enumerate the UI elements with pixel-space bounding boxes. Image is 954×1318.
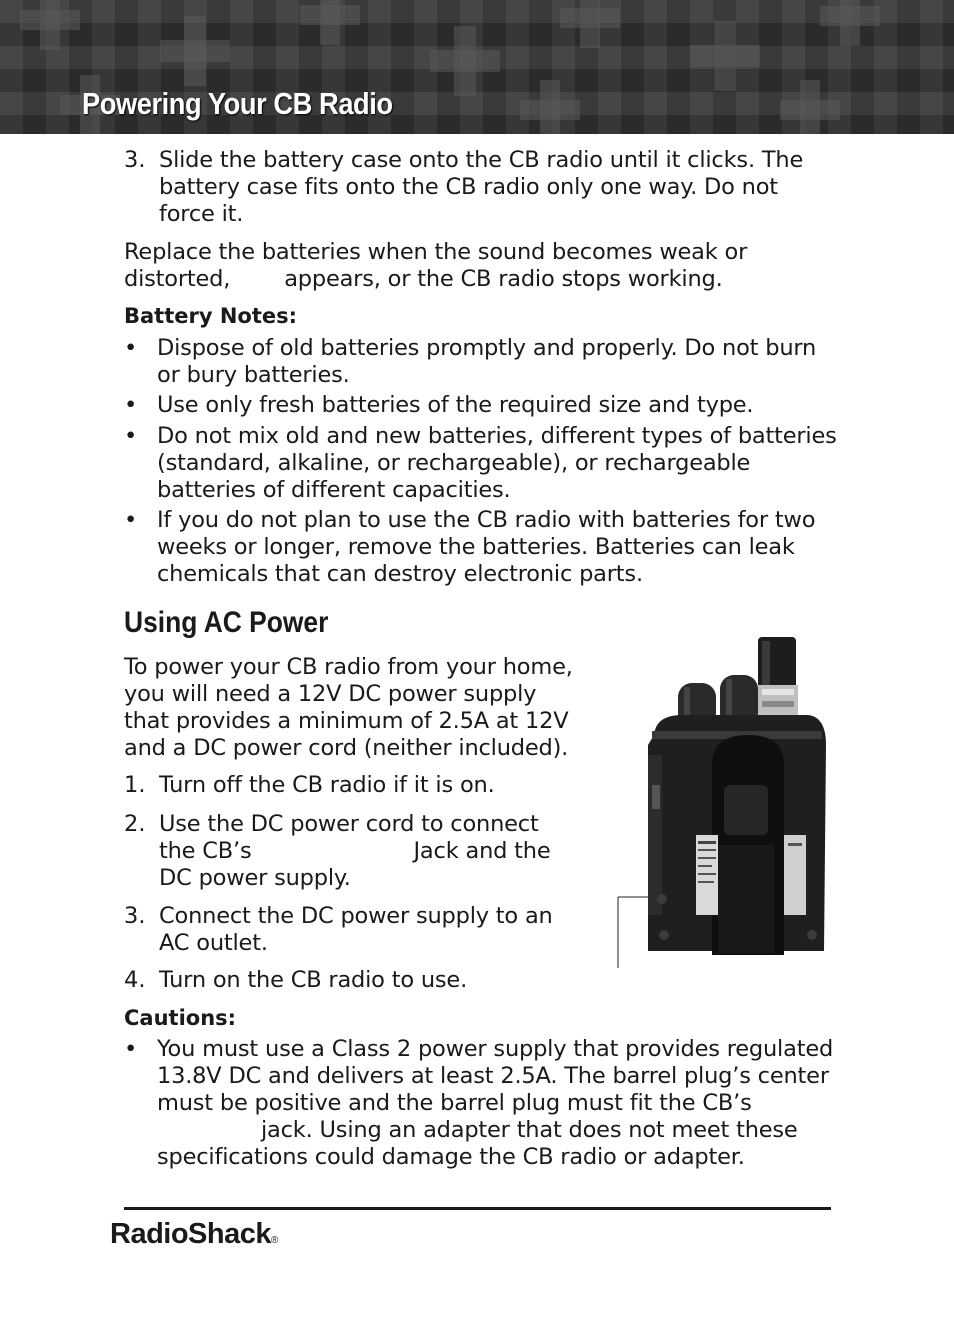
replace-paragraph: Replace the batteries when the sound becomes weak or distorted, appears, or the CB radio stops working.	[124, 239, 748, 292]
ac-intro-paragraph: To power your CB radio from your home, you will need a 12V DC power supply that provides a minimum of 2.5A at 12V and a DC power cord (neither included).	[124, 654, 573, 761]
cb-radio-image	[612, 635, 832, 975]
caution-text: You must use a Class 2 power supply that provides regulated 13.8V DC and delivers at least 2.5A. The barrel plug’s center must be positive and the barrel plug must fit the CB’s jack. Using an adapter that does not meet these specifications could damage the CB radio or adapter.	[157, 1036, 834, 1170]
page-title: Powering Your CB Radio	[82, 86, 393, 121]
list-item: Dispose of old batteries promptly and properly. Do not burn or bury batteries.	[157, 335, 817, 388]
bullet-icon: •	[124, 1036, 138, 1062]
header-banner	[0, 0, 954, 134]
step-number: 3.	[124, 147, 146, 173]
list-item: If you do not plan to use the CB radio with batteries for two weeks or longer, remove the batteries. Batteries can leak chemicals that can destroy electronic parts.	[157, 507, 816, 587]
step-number: 3.	[124, 903, 146, 929]
step-number: 1.	[124, 772, 146, 798]
battery-notes-heading: Battery Notes:	[124, 304, 298, 328]
step-text: Slide the battery case onto the CB radio until it clicks. The battery case fits onto the CB radio only one way. Do not force it.	[159, 147, 804, 227]
step-text: Turn off the CB radio if it is on.	[159, 772, 495, 798]
bullet-icon: •	[124, 392, 138, 418]
step-text: Use the DC power cord to connect the CB’s Jack and the DC power supply.	[159, 811, 551, 891]
list-item: Use only fresh batteries of the required size and type.	[157, 392, 754, 418]
section-heading: Using AC Power	[124, 606, 329, 639]
bullet-icon: •	[124, 507, 138, 533]
list-item: Do not mix old and new batteries, different types of batteries (standard, alkaline, or rechargeable), or rechargeable batteries of different capacities.	[157, 423, 837, 503]
bullet-icon: •	[124, 423, 138, 449]
bullet-icon: •	[124, 335, 138, 361]
step-number: 4.	[124, 967, 146, 993]
step-text: Turn on the CB radio to use.	[159, 967, 468, 993]
radioshack-logo: RadioShack®	[110, 1218, 278, 1250]
cautions-heading: Cautions:	[124, 1006, 237, 1030]
step-text: Connect the DC power supply to an AC outlet.	[159, 903, 553, 956]
step-number: 2.	[124, 811, 146, 837]
footer-divider	[124, 1207, 831, 1210]
